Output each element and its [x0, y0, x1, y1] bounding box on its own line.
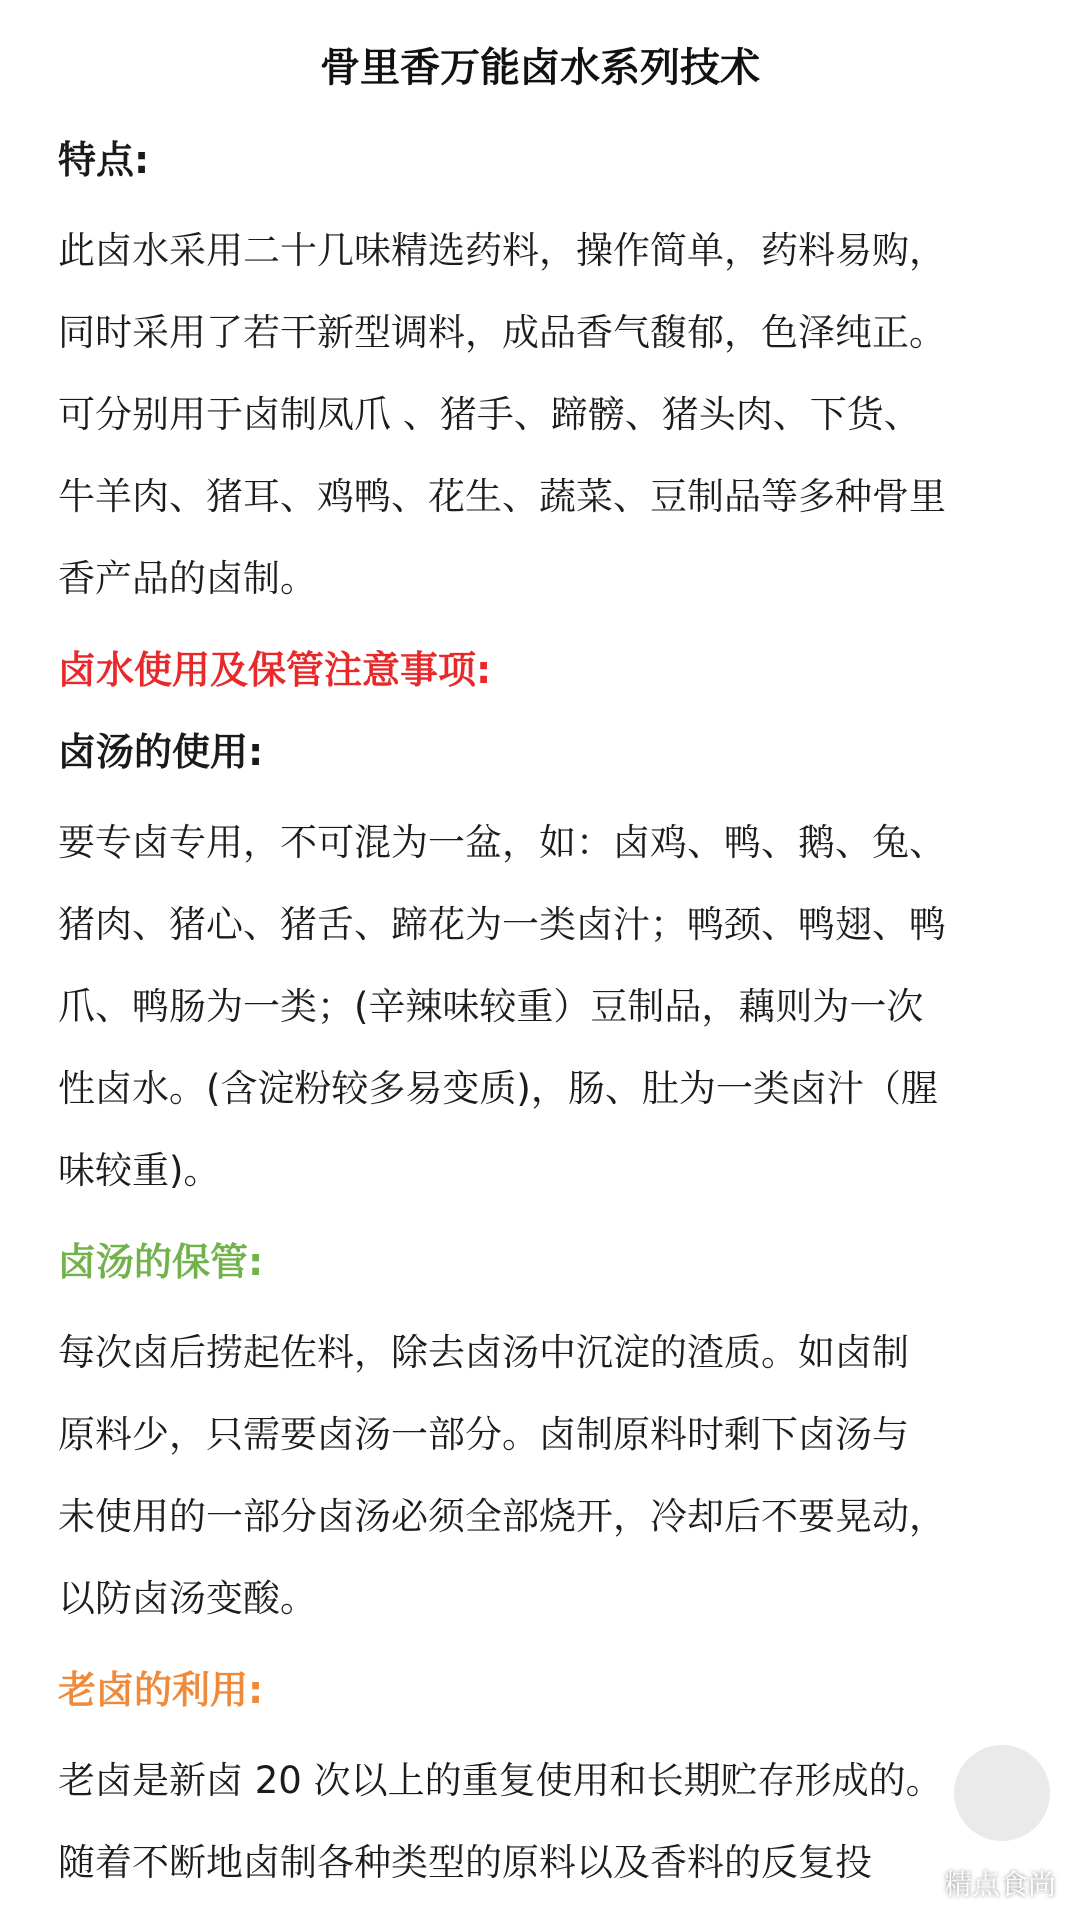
text-line: 每次卤后捞起佐料，除去卤汤中沉淀的渣质。如卤制	[58, 1331, 909, 1374]
section-paragraph-broth-storage	[58, 1312, 1023, 1640]
section-paragraph-features	[58, 210, 1023, 620]
text-line: 猪肉、猪心、猪舌、蹄花为一类卤汁；鸭颈、鸭翅、鸭	[58, 903, 946, 946]
section-heading-broth-usage: 卤汤的使用:	[58, 730, 264, 774]
text-line: 原料少，只需要卤汤一部分。卤制原料时剩下卤汤与	[58, 1413, 909, 1456]
text-line: 此卤水采用二十几味精选药料，操作简单，药料易购，	[58, 229, 946, 272]
section-heading-usage-notes: 卤水使用及保管注意事项:	[58, 648, 492, 692]
text-line: 味较重)。	[58, 1149, 221, 1192]
watermark-text: 精点食尚	[943, 1868, 1056, 1901]
text-line: 以防卤汤变酸。	[58, 1577, 317, 1620]
text-line: 老卤是新卤 20 次以上的重复使用和长期贮存形成的。	[58, 1759, 943, 1802]
section-heading-aged-broth: 老卤的利用:	[58, 1668, 264, 1712]
watermark	[902, 1863, 1056, 1903]
wechat-icon	[902, 1869, 936, 1897]
section-paragraph-aged-broth	[58, 1740, 1023, 1904]
section-heading-broth-storage: 卤汤的保管:	[58, 1240, 264, 1284]
document-body	[58, 128, 1023, 1922]
text-line: 未使用的一部分卤汤必须全部烧开，冷却后不要晃动，	[58, 1495, 946, 1538]
text-line: 香产品的卤制。	[58, 557, 317, 600]
text-line: 随着不断地卤制各种类型的原料以及香料的反复投	[58, 1841, 872, 1884]
section-heading-features: 特点:	[58, 138, 150, 182]
text-line: 牛羊肉、猪耳、鸡鸭、花生、蔬菜、豆制品等多种骨里	[58, 475, 946, 518]
page-title: 骨里香万能卤水系列技术	[320, 45, 760, 91]
text-line: 同时采用了若干新型调料，成品香气馥郁，色泽纯正。	[58, 311, 946, 354]
watermark-circle	[954, 1745, 1050, 1841]
text-line: 可分别用于卤制凤爪 、猪手、蹄髈、猪头肉、下货、	[58, 393, 921, 436]
text-line: 爪、鸭肠为一类；(辛辣味较重）豆制品，藕则为一次	[58, 985, 924, 1028]
section-paragraph-broth-usage	[58, 802, 1023, 1212]
text-line: 性卤水。(含淀粉较多易变质)，肠、肚为一类卤汁（腥	[58, 1067, 938, 1110]
text-line: 要专卤专用，不可混为一盆，如：卤鸡、鸭、鹅、兔、	[58, 821, 946, 864]
